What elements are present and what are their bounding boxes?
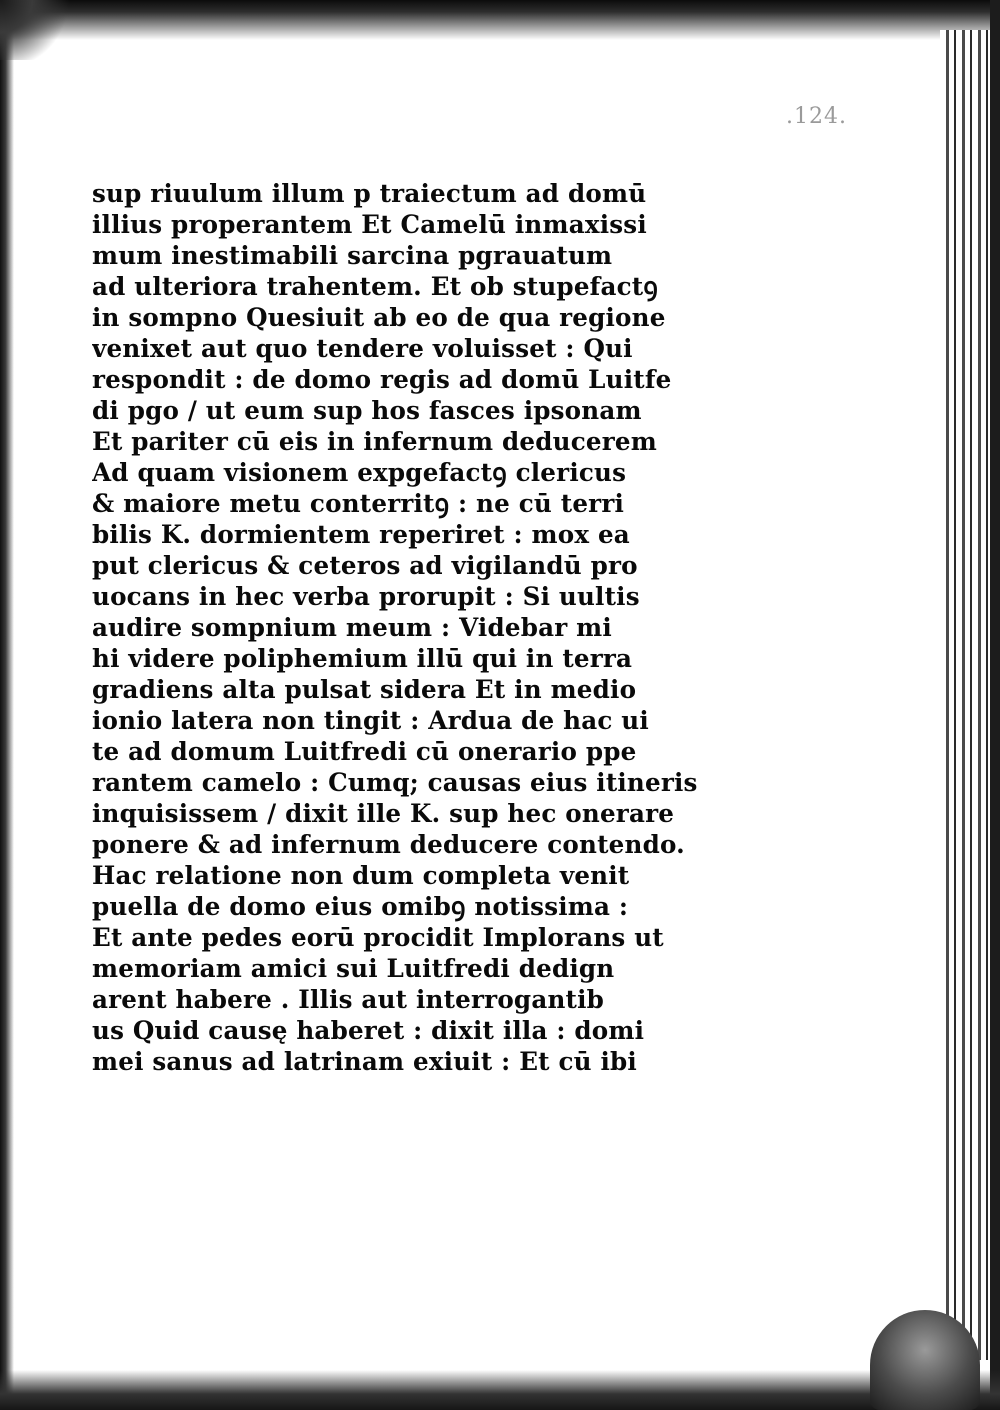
manuscript-text-block xyxy=(92,178,732,1077)
holding-thumb xyxy=(870,1310,980,1410)
text-line: ponere & ad infernum deducere contendo. xyxy=(92,830,685,859)
text-line: sup riuulum illum p traiectum ad domū xyxy=(92,179,647,208)
text-line: Et ante pedes eorū procidit Implorans ut xyxy=(92,923,664,952)
text-line: in sompno Quesiuit ab eo de qua regione xyxy=(92,303,666,332)
folio-number: .124. xyxy=(786,104,847,129)
text-line: uocans in hec verba prorupit : Si uultis xyxy=(92,582,640,611)
text-line: di pgo / ut eum sup hos fasces ipsonam xyxy=(92,396,642,425)
text-line: illius properantem Et Camelū inmaxissi xyxy=(92,210,647,239)
scan-left-shadow xyxy=(0,0,14,1410)
text-line: bilis K. dormientem reperiret : mox ea xyxy=(92,520,630,549)
text-line: Hac relatione non dum completa venit xyxy=(92,861,630,890)
text-line: ad ulteriora trahentem. Et ob stupefactꝯ xyxy=(92,272,658,301)
text-line: audire sompnium meum : Videbar mi xyxy=(92,613,612,642)
text-line: Et pariter cū eis in infernum deducerem xyxy=(92,427,657,456)
text-line: arent habere . Illis aut interrogantib xyxy=(92,985,605,1014)
text-line: put clericus & ceteros ad vigilandū pro xyxy=(92,551,638,580)
text-line: gradiens alta pulsat sidera Et in medio xyxy=(92,675,637,704)
text-line: Ad quam visionem expgefactꝯ clericus xyxy=(92,458,627,487)
scan-right-edge xyxy=(990,0,1000,1410)
text-line: venixet aut quo tendere voluisset : Qui xyxy=(92,334,633,363)
text-line: ionio latera non tingit : Ardua de hac ui xyxy=(92,706,649,735)
text-line: rantem camelo : Cumq; causas eius itineris xyxy=(92,768,698,797)
text-line: mei sanus ad latrinam exiuit : Et cū ibi xyxy=(92,1047,637,1076)
text-line: & maiore metu conterritꝯ : ne cū terri xyxy=(92,489,625,518)
text-line: memoriam amici sui Luitfredi dedign xyxy=(92,954,615,983)
text-line: mum inestimabili sarcina pgrauatum xyxy=(92,241,613,270)
text-line: hi videre poliphemium illū qui in terra xyxy=(92,644,633,673)
scan-corner-shadow xyxy=(0,0,70,60)
text-line: te ad domum Luitfredi cū onerario ppe xyxy=(92,737,637,766)
scan-bottom-shadow xyxy=(0,1370,1000,1410)
text-line: puella de domo eius omibꝯ notissima : xyxy=(92,892,629,921)
scan-top-shadow xyxy=(0,0,1000,40)
text-line: inquisissem / dixit ille K. sup hec onerare xyxy=(92,799,675,828)
text-line: us Quid causę haberet : dixit illa : domi xyxy=(92,1016,645,1045)
text-line: respondit : de domo regis ad domū Luitfe xyxy=(92,365,672,394)
